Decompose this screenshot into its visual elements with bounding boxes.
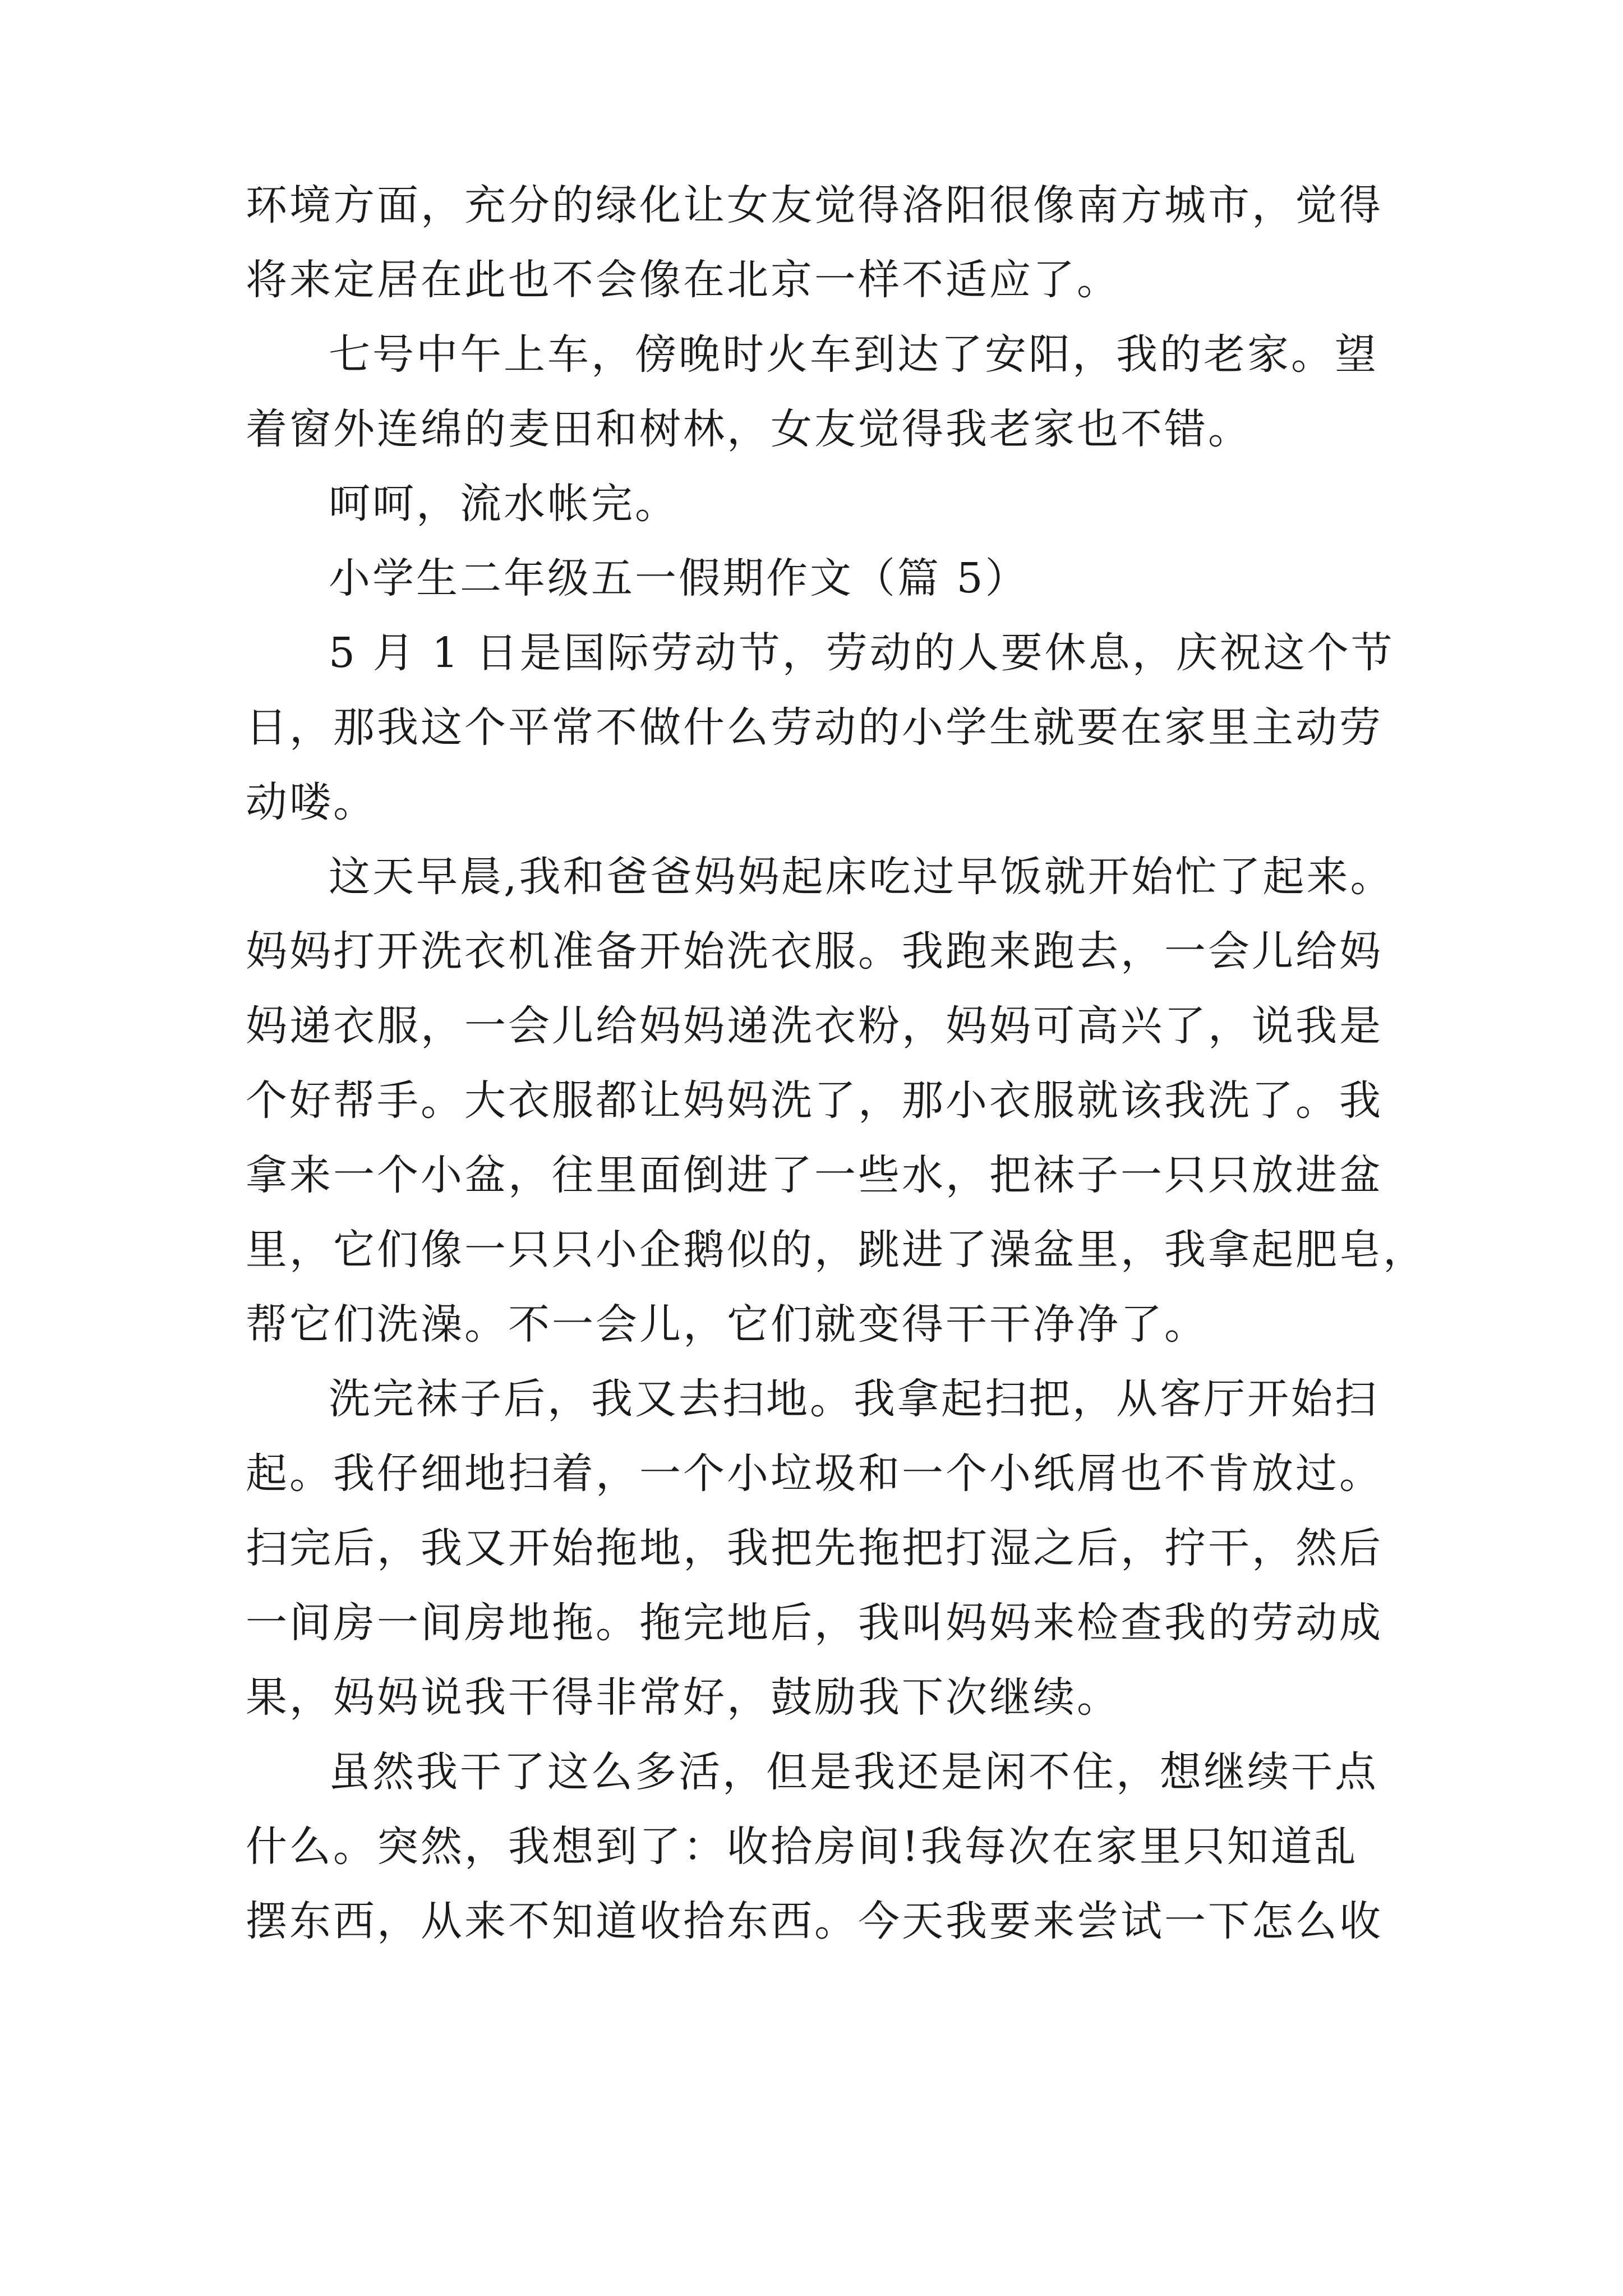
text-line: 拿来一个小盆，往里面倒进了一些水，把袜子一只只放进盆 — [246, 1151, 1383, 1199]
text-line: 呵呵，流水帐完。 — [329, 480, 679, 528]
text-line: 妈妈打开洗衣机准备开始洗衣服。我跑来跑去，一会儿给妈 — [246, 927, 1383, 976]
text-line: 妈递衣服，一会儿给妈妈递洗衣粉，妈妈可高兴了，说我是 — [246, 1002, 1383, 1050]
text-line: 果，妈妈说我干得非常好，鼓励我下次继续。 — [246, 1673, 1121, 1722]
text-line: 个好帮手。大衣服都让妈妈洗了，那小衣服就该我洗了。我 — [246, 1076, 1383, 1125]
text-line: 一间房一间房地拖。拖完地后，我叫妈妈来检查我的劳动成 — [246, 1599, 1383, 1647]
text-line: 起。我仔细地扫着，一个小垃圾和一个小纸屑也不肯放过。 — [246, 1450, 1383, 1498]
text-line: 这天早晨,我和爸爸妈妈起床吃过早饭就开始忙了起来。 — [329, 853, 1394, 901]
text-line: 着窗外连绵的麦田和树林，女友觉得我老家也不错。 — [246, 405, 1252, 453]
text-line: 摆东西，从来不知道收拾东西。今天我要来尝试一下怎么收 — [246, 1897, 1383, 1945]
text-line: 七号中午上车，傍晚时火车到达了安阳，我的老家。望 — [329, 330, 1378, 379]
text-line: 环境方面，充分的绿化让女友觉得洛阳很像南方城市，觉得 — [246, 181, 1383, 229]
text-line: 虽然我干了这么多活，但是我还是闲不住，想继续干点 — [329, 1748, 1378, 1796]
text-line: 5 月 1 日是国际劳动节，劳动的人要休息，庆祝这个节 — [329, 629, 1395, 677]
text-line: 洗完袜子后，我又去扫地。我拿起扫把，从客厅开始扫 — [329, 1375, 1378, 1423]
text-line: 日，那我这个平常不做什么劳动的小学生就要在家里主动劳 — [246, 703, 1383, 752]
text-line: 帮它们洗澡。不一会儿，它们就变得干干净净了。 — [246, 1300, 1208, 1349]
text-line: 小学生二年级五一假期作文（篇 5） — [329, 554, 1029, 602]
text-line: 扫完后，我又开始拖地，我把先拖把打湿之后，拧干，然后 — [246, 1524, 1383, 1572]
text-line: 什么。突然，我想到了：收拾房间!我每次在家里只知道乱 — [246, 1823, 1358, 1871]
text-line: 里，它们像一只只小企鹅似的，跳进了澡盆里，我拿起肥皂， — [246, 1226, 1427, 1274]
text-line: 动喽。 — [246, 778, 377, 826]
text-line: 将来定居在此也不会像在北京一样不适应了。 — [246, 256, 1121, 304]
